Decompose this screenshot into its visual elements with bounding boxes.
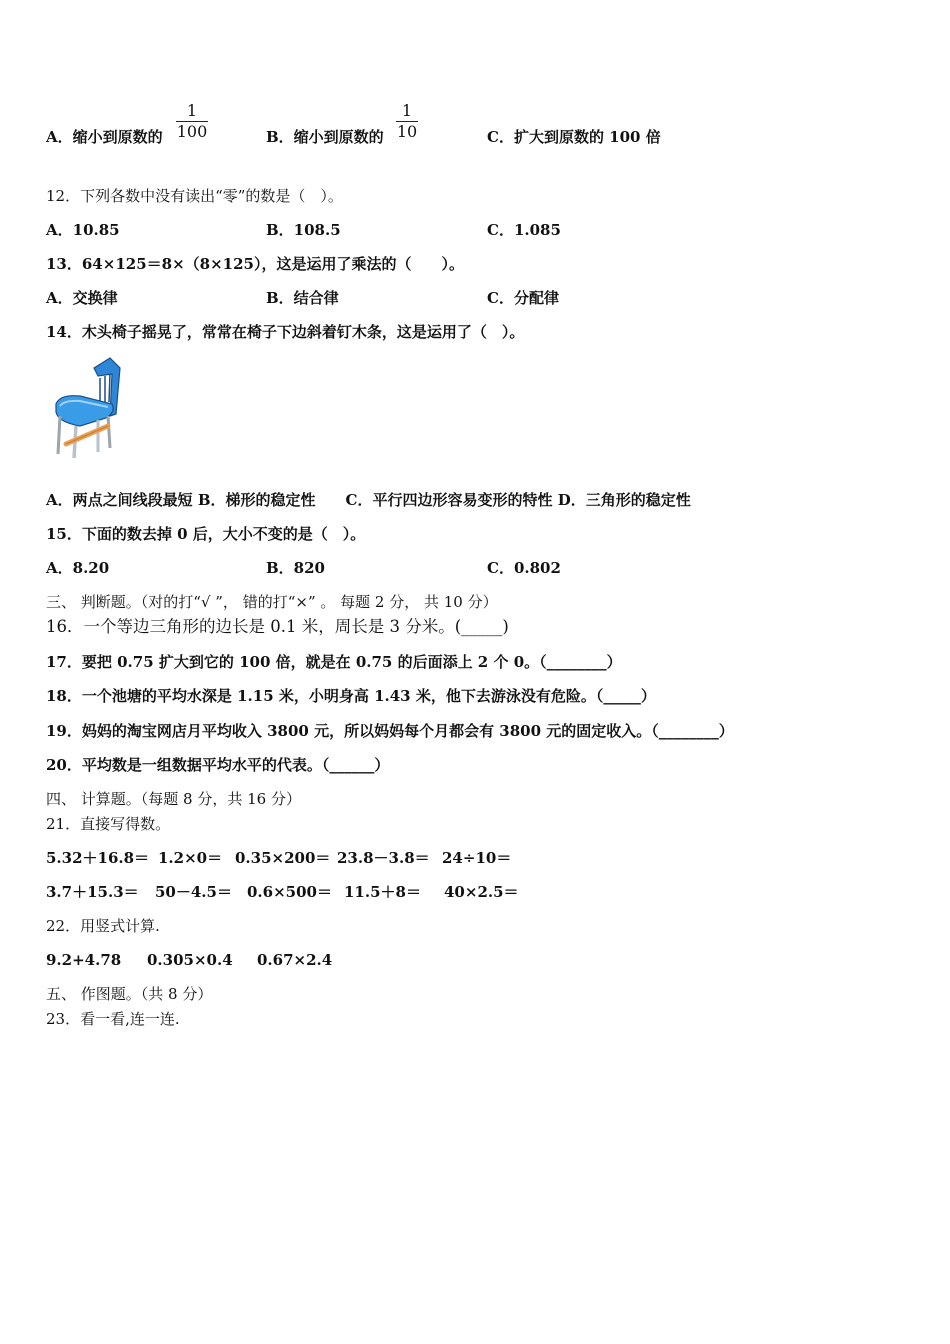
fraction-denominator: 100 [176,122,208,141]
q17: 17．要把 0.75 扩大到它的 100 倍，就是在 0.75 的后面添上 2 个 0。（________） [46,653,622,671]
calc-item: 40×2.5＝ [444,883,519,901]
q23: 23．看一看,连一连. [46,1010,180,1028]
q11-option-c: C．扩大到原数的 100 倍 [487,128,661,146]
q16: 16．一个等边三角形的边长是 0.1 米，周长是 3 分米。(_____) [46,617,509,636]
q13-stem: 13．64×125＝8×（8×125），这是运用了乘法的（ ）。 [46,255,464,273]
q15-stem: 15．下面的数去掉 0 后，大小不变的是（ ）。 [46,525,366,543]
q13-option-b: B．结合律 [266,289,339,307]
section-4-title: 四、 计算题。（每题 8 分，共 16 分） [46,790,301,808]
calc-item: 50－4.5＝ [155,883,232,901]
q12-option-c: C．1.085 [487,221,561,239]
q19: 19．妈妈的淘宝网店月平均收入 3800 元，所以妈妈每个月都会有 3800 元的固定收入。（________） [46,722,734,740]
q14-options: A．两点之间线段最短 B．梯形的稳定性 C．平行四边形容易变形的特性 D．三角形的稳定性 [46,491,691,509]
q12-option-a: A．10.85 [46,221,120,239]
vertical-calc-item: 0.67×2.4 [257,951,333,969]
vertical-calc-item: 0.305×0.4 [147,951,233,969]
calc-item: 0.35×200＝ [235,849,331,867]
q15-option-a: A．8.20 [46,559,110,577]
calc-item: 11.5＋8＝ [344,883,421,901]
q11-option-a: A．缩小到原数的 [46,128,163,146]
calc-item: 1.2×0＝ [158,849,223,867]
chair-illustration [50,354,126,462]
calc-item: 5.32＋16.8＝ [46,849,150,867]
q18: 18．一个池塘的平均水深是 1.15 米，小明身高 1.43 米，他下去游泳没有危险。（_____） [46,687,656,705]
q21-stem: 21．直接写得数。 [46,815,171,833]
q14-stem: 14．木头椅子摇晃了，常常在椅子下边斜着钉木条，这是运用了（ ）。 [46,323,525,341]
fraction-denominator: 10 [396,122,418,141]
q11-option-b: B．缩小到原数的 [266,128,384,146]
q12-stem: 12．下列各数中没有读出“零”的数是（ ）。 [46,187,343,205]
q11-option-b-fraction [396,102,418,141]
calc-item: 0.6×500＝ [247,883,332,901]
q20: 20．平均数是一组数据平均水平的代表。（______） [46,756,390,774]
vertical-calc-item: 9.2+4.78 [46,951,122,969]
q13-option-a: A．交换律 [46,289,118,307]
calc-item: 24÷10＝ [442,849,512,867]
fraction-numerator: 1 [401,101,413,120]
calc-item: 3.7＋15.3＝ [46,883,139,901]
section-5-title: 五、 作图题。（共 8 分） [46,985,213,1003]
q15-option-c: C．0.802 [487,559,561,577]
fraction-numerator: 1 [186,101,198,120]
q15-option-b: B．820 [266,559,325,577]
calc-item: 23.8－3.8＝ [337,849,430,867]
q12-option-b: B．108.5 [266,221,341,239]
q11-option-a-fraction [176,102,208,141]
q13-option-c: C．分配律 [487,289,559,307]
section-3-title: 三、 判断题。（对的打“√ ”， 错的打“×” 。 每题 2 分， 共 10 分） [46,593,498,611]
q22-stem: 22．用竖式计算. [46,917,160,935]
